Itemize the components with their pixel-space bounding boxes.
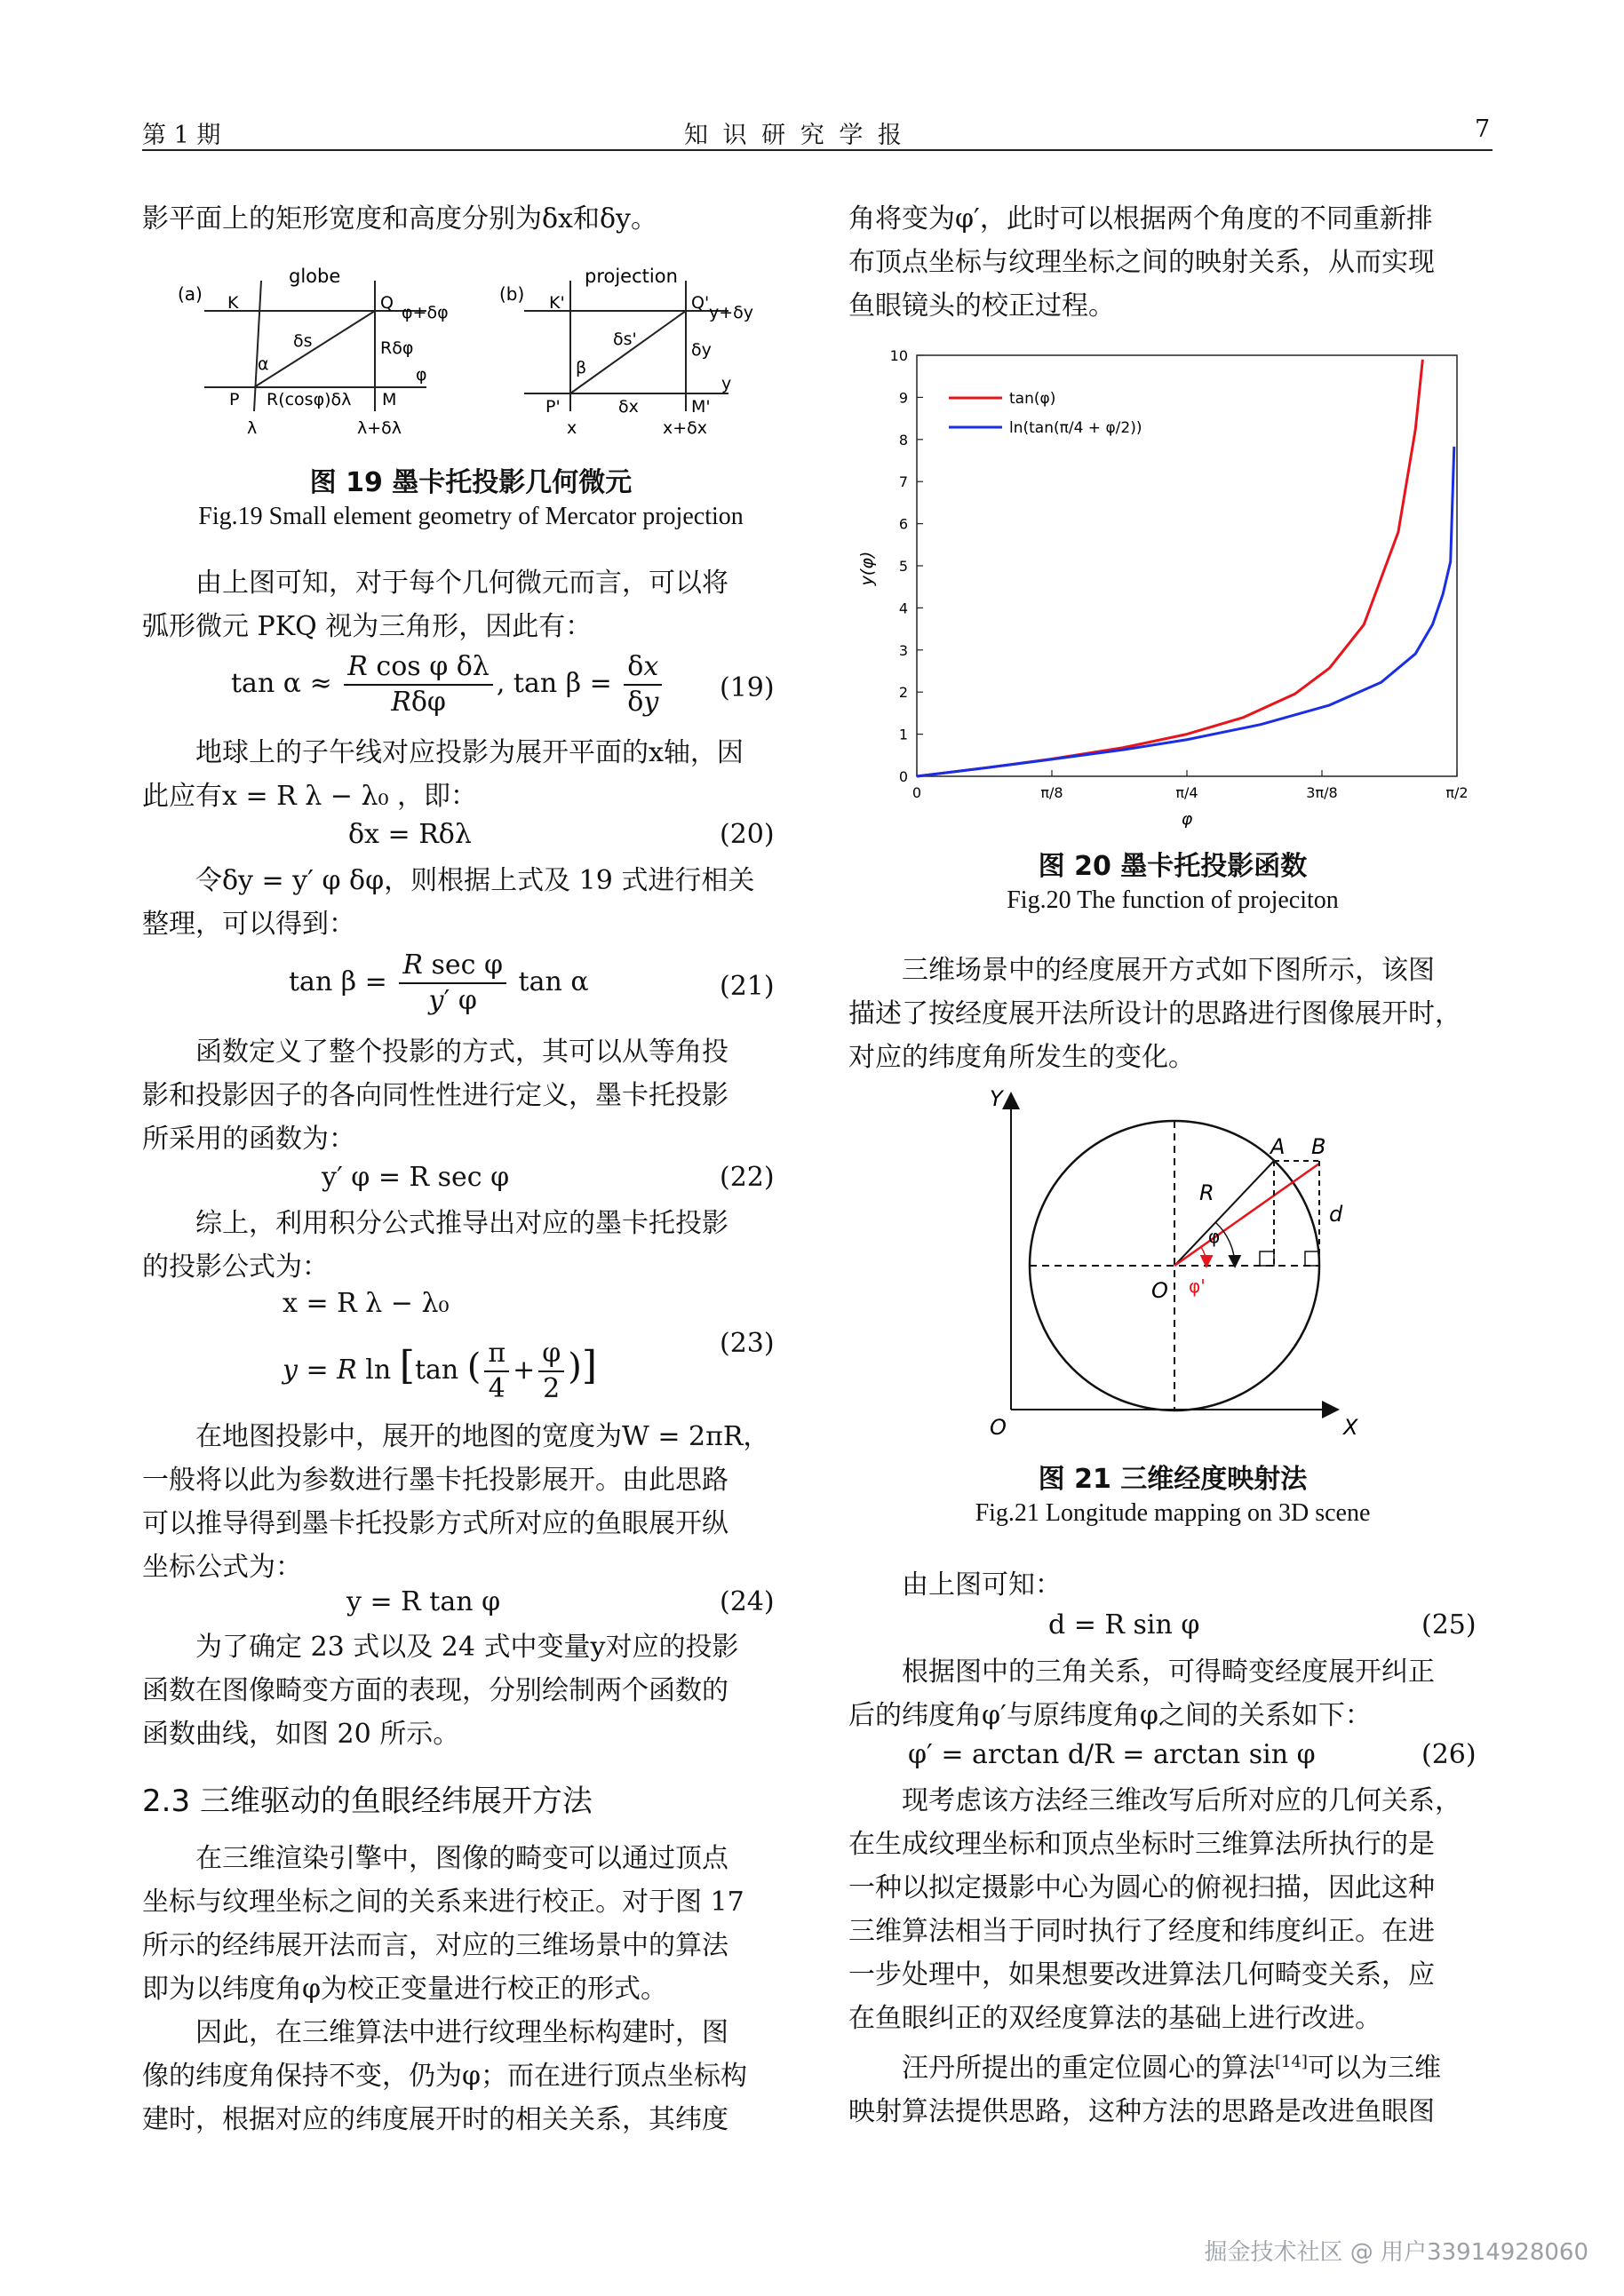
fig19-b-M: M' xyxy=(691,397,711,417)
fig19-label-b: (b) xyxy=(499,283,525,305)
fig19-b-dy: δy xyxy=(691,340,712,360)
fig21-Y-label: Y xyxy=(990,1086,1003,1111)
fig19-title-b: projection xyxy=(585,266,678,287)
right-para-4b: 后的纬度角φ′与原纬度角φ之间的关系如下： xyxy=(848,1700,1372,1731)
fig19-a-Q: Q xyxy=(380,293,394,313)
citation-14: [14] xyxy=(1275,2053,1308,2071)
fig21-R-label: R xyxy=(1199,1180,1214,1205)
fig20-xtick-label: π/4 xyxy=(1175,784,1198,801)
right-para-6a-pre: 汪丹所提出的重定位圆心的算法 xyxy=(902,2053,1275,2084)
equation-19: tan α ≈ $\frac{\text{R cos φ δλ}}{\text{Rδφ}}$ , tan β = $\frac{\delta x}{\delta y}$ xyxy=(231,650,665,719)
fig21-phi-label: φ xyxy=(1208,1226,1221,1247)
fig20-xlabel: φ xyxy=(1181,809,1193,829)
right-para-1a: 角将变为φ′，此时可以根据两个角度的不同重新排 xyxy=(848,203,1433,234)
right-para-5b: 在生成纹理坐标和顶点坐标时三维算法所执行的是 xyxy=(848,1829,1435,1860)
right-para-3: 由上图可知： xyxy=(902,1569,1062,1601)
journal-title: 知 识 研 究 学 报 xyxy=(684,122,905,149)
fig21-d-label: d xyxy=(1329,1202,1343,1227)
left-para-1a: 由上图可知，对于每个几何微元而言，可以将 xyxy=(195,568,728,599)
left-para-8c: 所示的经纬展开法而言，对应的三维场景中的算法 xyxy=(142,1930,728,1961)
fig20-ytick-label: 7 xyxy=(898,473,908,491)
right-para-5a: 现考虑该方法经三维改写后所对应的几何关系， xyxy=(902,1785,1461,1816)
fig19-a-phi: φ xyxy=(416,365,427,385)
fig19-title-a: globe xyxy=(289,266,341,287)
fig19-a-ds: δs xyxy=(293,331,313,351)
fig19-b-beta: β xyxy=(576,358,587,377)
left-para-9b: 像的纬度角保持不变，仍为φ；而在进行顶点坐标构 xyxy=(142,2061,748,2092)
left-para-3a: 令δy = y′ φ δφ，则根据上式及 19 式进行相关 xyxy=(195,865,755,896)
fig20-legend-tan: tan(φ) xyxy=(1009,390,1056,408)
fig21-diagram xyxy=(977,1079,1386,1443)
right-para-2b: 描述了按经度展开法所设计的思路进行图像展开时， xyxy=(848,998,1461,1029)
fig20-ylabel: y(φ) xyxy=(857,551,877,586)
fig21-A-label: A xyxy=(1270,1134,1286,1159)
fig20-ytick-label: 0 xyxy=(898,768,908,785)
eq26-number: (26) xyxy=(1421,1739,1477,1770)
left-para-8a: 在三维渲染引擎中，图像的畸变可以通过顶点 xyxy=(195,1843,728,1874)
left-intro-text: 影平面上的矩形宽度和高度分别为δx和δy。 xyxy=(142,203,657,234)
fig21-B-label: B xyxy=(1311,1134,1326,1159)
fig21-caption-en: Fig.21 Longitude mapping on 3D scene xyxy=(975,1499,1371,1527)
left-para-7c: 函数曲线，如图 20 所示。 xyxy=(142,1719,460,1750)
fig19-a-P: P xyxy=(229,390,240,409)
fig20-ytick-label: 3 xyxy=(898,641,908,659)
fig20-caption-en: Fig.20 The function of projeciton xyxy=(1007,886,1339,914)
fig20-ytick-label: 4 xyxy=(898,600,908,617)
fig20-ytick-label: 6 xyxy=(898,515,908,533)
right-para-4a: 根据图中的三角关系，可得畸变经度展开纠正 xyxy=(902,1656,1435,1688)
fig19-a-phi-dphi: φ+δφ xyxy=(402,303,449,322)
left-para-5a: 综上，利用积分公式推导出对应的墨卡托投影 xyxy=(195,1208,728,1239)
eq22-number: (22) xyxy=(720,1162,775,1193)
left-para-3b: 整理，可以得到： xyxy=(142,909,355,940)
left-para-8d: 即为以纬度角φ为校正变量进行校正的形式。 xyxy=(142,1974,668,2005)
right-para-2c: 对应的纬度角所发生的变化。 xyxy=(848,1042,1195,1073)
right-para-2a: 三维场景中的经度展开方式如下图所示，该图 xyxy=(902,955,1435,986)
watermark: 掘金技术社区 @ 用户33914928060 xyxy=(1204,2239,1588,2266)
left-para-9a: 因此，在三维算法中进行纹理坐标构建时，图 xyxy=(195,2017,728,2048)
fig19-b-x: x xyxy=(567,418,577,438)
page-number: 7 xyxy=(1475,115,1491,143)
fig20-ytick-label: 2 xyxy=(898,684,908,702)
fig19-a-M: M xyxy=(382,390,397,409)
left-para-1b: 弧形微元 PKQ 视为三角形，因此有： xyxy=(142,611,593,642)
fig19-a-lambda: λ xyxy=(247,418,258,438)
right-para-6a-post: 可以为三维 xyxy=(1307,2053,1441,2084)
left-para-6b: 一般将以此为参数进行墨卡托投影展开。由此思路 xyxy=(142,1465,728,1496)
equation-22: y′ φ = R sec φ xyxy=(322,1162,510,1193)
fig19-b-K: K' xyxy=(549,293,565,313)
fig19-a-alpha: α xyxy=(258,354,269,374)
left-para-8b: 坐标与纹理坐标之间的关系来进行校正。对于图 17 xyxy=(142,1887,744,1918)
fig20-plot-frame xyxy=(917,355,1457,776)
left-para-6d: 坐标公式为： xyxy=(142,1552,302,1583)
fig20-xtick-label: π/2 xyxy=(1445,784,1469,801)
fig19-b-y-dy: y+δy xyxy=(709,303,754,322)
fig21-origin-label: O xyxy=(990,1415,1007,1440)
right-para-6a xyxy=(848,2040,1497,2090)
fig20-xtick-label: 3π/8 xyxy=(1306,784,1338,801)
fig19-label-a: (a) xyxy=(178,283,203,305)
left-para-4a: 函数定义了整个投影的方式，其可以从等角投 xyxy=(195,1037,728,1068)
equation-23b: y = R ln [tan ( $\frac{\pi}{4}$ + $\frac{\varphi}{2}$ )] xyxy=(283,1338,598,1404)
right-para-6b: 映射算法提供思路，这种方法的思路是改进鱼眼图 xyxy=(848,2096,1435,2127)
fig20-ytick-label: 1 xyxy=(898,726,908,743)
fig19-a-Rcos: R(cosφ)δλ xyxy=(267,390,352,409)
fig19-caption-en: Fig.19 Small element geometry of Mercator projection xyxy=(198,503,744,530)
fig19-b-ds: δs' xyxy=(613,330,637,349)
equation-20: δx = Rδλ xyxy=(348,819,472,850)
fig20-chart xyxy=(853,338,1493,835)
eq25-number: (25) xyxy=(1421,1609,1477,1641)
right-para-5e: 一步处理中，如果想要改进算法几何畸变关系，应 xyxy=(848,1959,1435,1990)
eq19-number: (19) xyxy=(720,672,775,703)
left-para-4c: 所采用的函数为： xyxy=(142,1124,355,1155)
eq21-number: (21) xyxy=(720,971,775,1002)
right-para-5c: 一种以拟定摄影中心为圆心的俯视扫描，因此这种 xyxy=(848,1872,1435,1903)
left-para-2a: 地球上的子午线对应投影为展开平面的x轴，因 xyxy=(195,737,744,768)
fig19-a-K: K xyxy=(227,293,239,313)
left-para-7b: 函数在图像畸变方面的表现，分别绘制两个函数的 xyxy=(142,1675,728,1706)
fig19-b-P: P' xyxy=(545,397,561,417)
issue-number: 第 1 期 xyxy=(142,122,221,149)
right-para-5d: 三维算法相当于同时执行了经度和纬度纠正。在进 xyxy=(848,1916,1435,1947)
equation-21: tan β = $\frac{\text{R sec φ}}{y' \varphi}$ tan α xyxy=(289,949,589,1016)
fig20-caption-cn: 图 20 墨卡托投影函数 xyxy=(1038,851,1308,882)
left-para-5b: 的投影公式为： xyxy=(142,1251,329,1283)
fig19-diagram xyxy=(169,256,782,442)
fig19-b-dx: δx xyxy=(618,397,639,417)
fig19-b-y: y xyxy=(721,374,732,393)
fig21-O-label: O xyxy=(1151,1278,1168,1303)
equation-26: φ′ = arctan d/R = arctan sin φ xyxy=(908,1739,1316,1770)
fig21-caption-cn: 图 21 三维经度映射法 xyxy=(1038,1464,1308,1495)
right-para-1c: 鱼眼镜头的校正过程。 xyxy=(848,290,1115,322)
header-rule xyxy=(142,149,1493,151)
eq20-number: (20) xyxy=(720,819,775,850)
fig20-xtick-label: π/8 xyxy=(1040,784,1063,801)
fig20-ytick-label: 8 xyxy=(898,431,908,449)
fig20-ytick-label: 10 xyxy=(889,347,908,364)
fig21-phi-prime-label: φ' xyxy=(1189,1275,1206,1297)
left-para-2b: 此应有x = R λ − λ₀ ，即： xyxy=(142,781,478,812)
section-heading-2-3: 2.3 三维驱动的鱼眼经纬展开方法 xyxy=(142,1784,593,1819)
equation-25: d = R sin φ xyxy=(1048,1609,1200,1641)
fig19-a-lambda-d: λ+δλ xyxy=(357,418,402,438)
left-para-7a: 为了确定 23 式以及 24 式中变量y对应的投影 xyxy=(195,1632,739,1663)
equation-23a: x = R λ − λ₀ xyxy=(283,1288,450,1319)
fig20-ytick-label: 5 xyxy=(898,558,908,575)
left-para-6c: 可以推导得到墨卡托投影方式所对应的鱼眼展开纵 xyxy=(142,1508,728,1539)
left-para-4b: 影和投影因子的各向同性性进行定义，墨卡托投影 xyxy=(142,1080,728,1111)
fig19-a-Rdphi: Rδφ xyxy=(380,338,414,358)
eq24-number: (24) xyxy=(720,1586,775,1617)
eq23-number: (23) xyxy=(720,1328,775,1359)
left-para-6a: 在地图投影中，展开的地图的宽度为W = 2πR， xyxy=(195,1421,770,1452)
fig19-caption-cn: 图 19 墨卡托投影几何微元 xyxy=(309,467,633,498)
fig21-X-label: X xyxy=(1343,1415,1358,1440)
right-para-1b: 布顶点坐标与纹理坐标之间的映射关系，从而实现 xyxy=(848,247,1435,278)
left-para-9c: 建时，根据对应的纬度展开时的相关关系，其纬度 xyxy=(142,2104,728,2135)
equation-24: y = R tan φ xyxy=(346,1586,501,1617)
fig20-ytick-label: 9 xyxy=(898,389,908,407)
fig20-xtick-label: 0 xyxy=(912,784,922,801)
fig19-b-x-dx: x+δx xyxy=(663,418,708,438)
fig20-legend-ln: ln(tan(π/4 + φ/2)) xyxy=(1009,419,1142,437)
fig19-b-Q: Q' xyxy=(691,293,710,313)
right-para-5f: 在鱼眼纠正的双经度算法的基础上进行改进。 xyxy=(848,2003,1381,2034)
